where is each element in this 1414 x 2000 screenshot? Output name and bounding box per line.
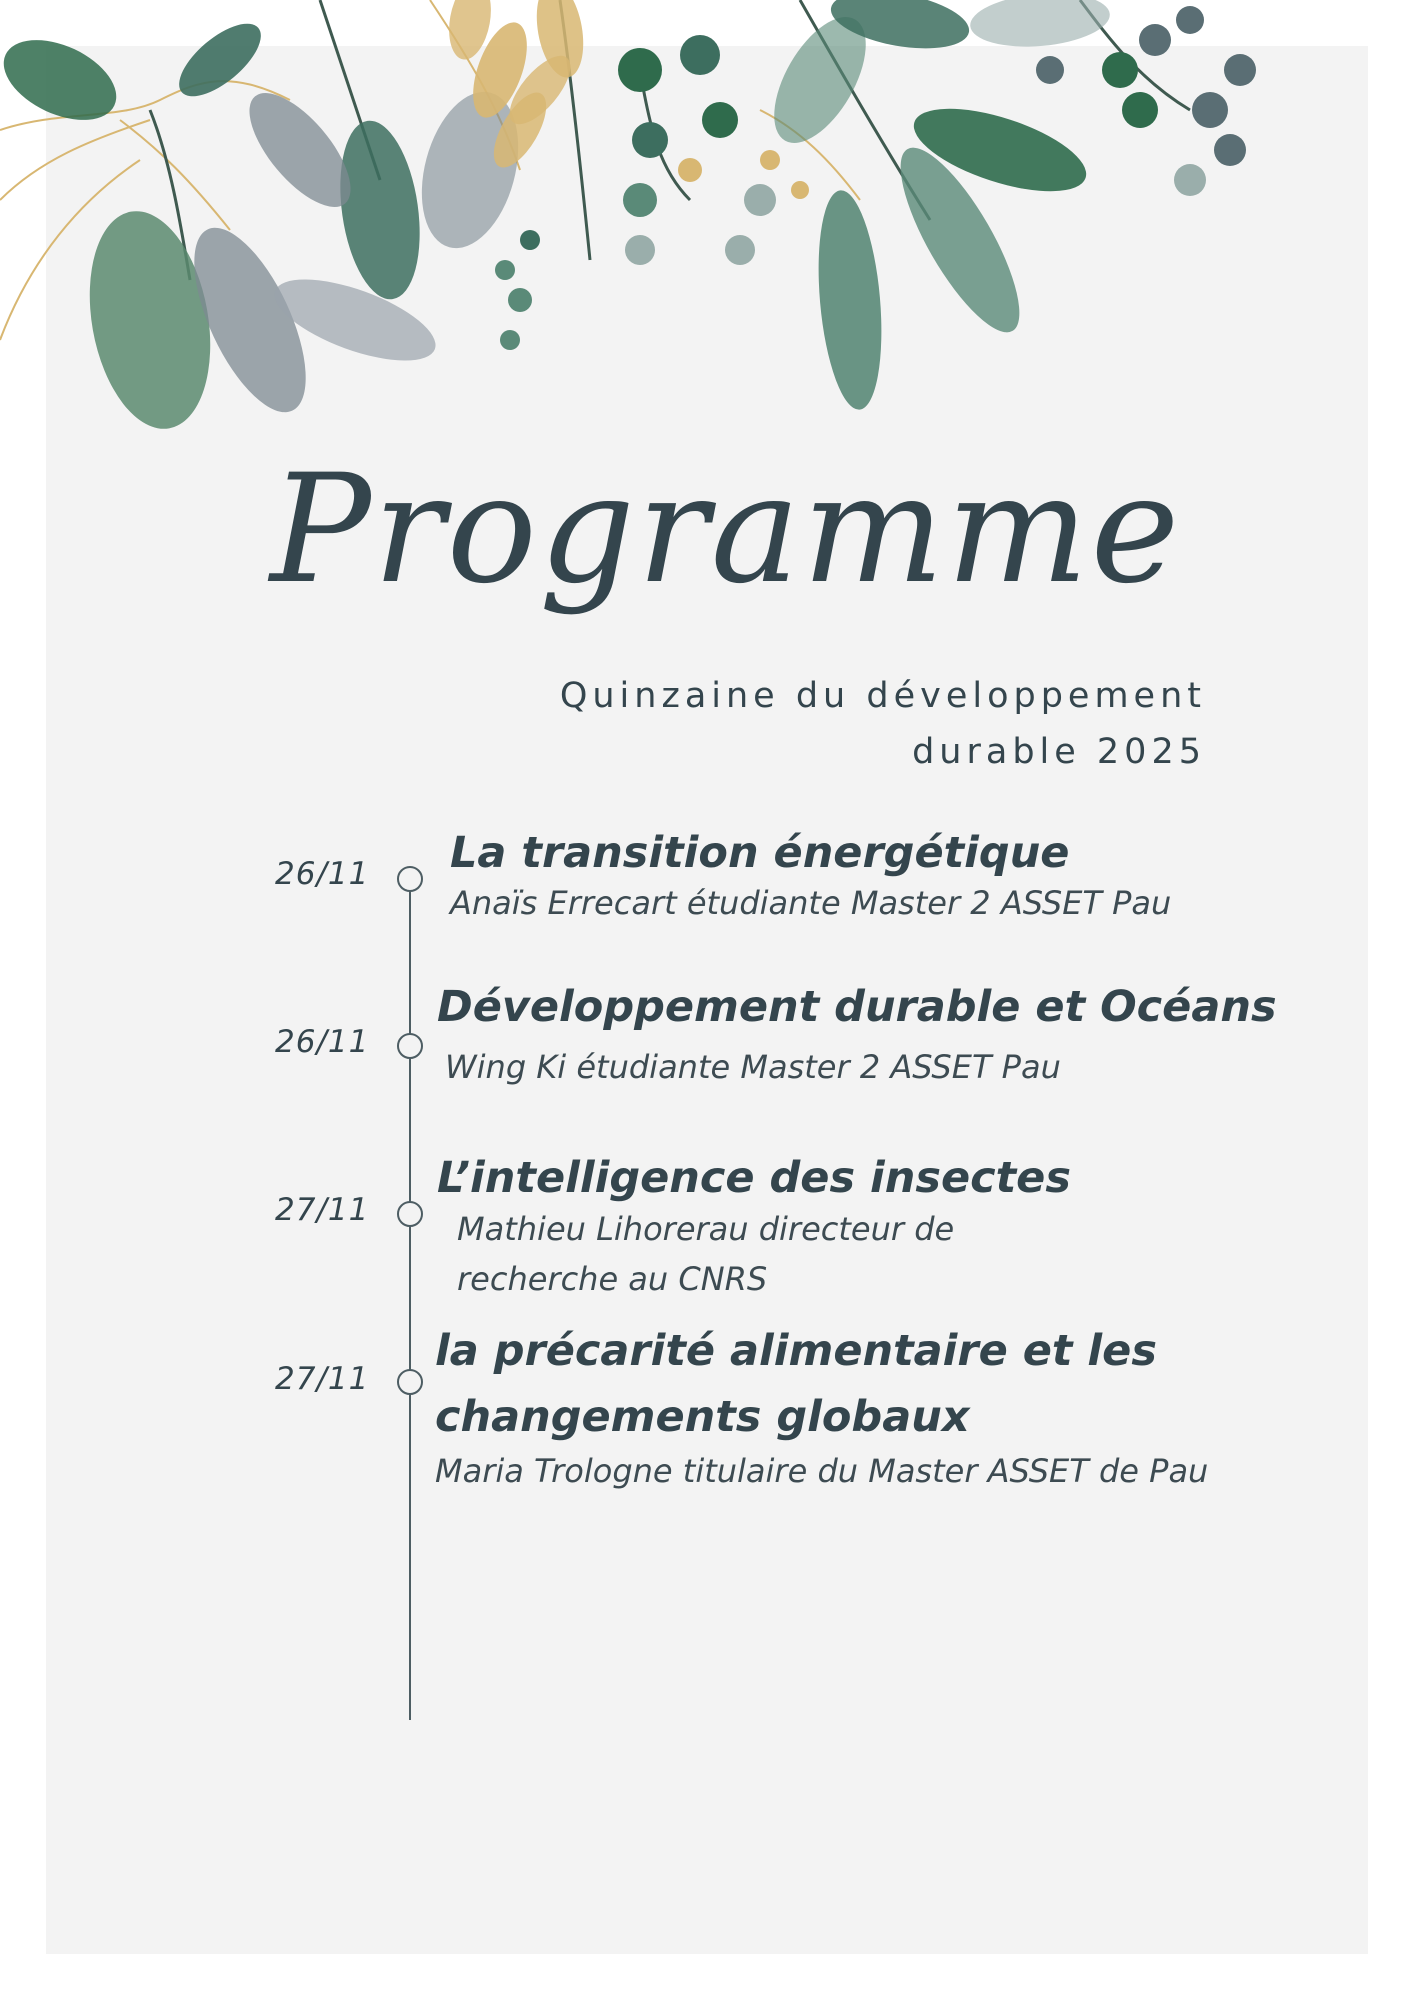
page-title: Programme [270,443,1182,617]
event-date: 26/11 [275,1024,370,1060]
timeline-node [397,1369,423,1395]
event-title: La transition énergétique [450,828,1070,878]
foliage-decoration [0,0,1414,480]
event-speaker: Maria Trologne titulaire du Master ASSET de Pau [435,1452,1209,1490]
timeline-node [397,866,423,892]
event-title: la précarité alimentaire et les changements globaux [435,1326,1157,1442]
event-title: L’intelligence des insectes [437,1153,1071,1203]
event-speaker: Anaïs Errecart étudiante Master 2 ASSET Pau [450,884,1172,922]
event-title: Développement durable et Océans [437,982,1277,1032]
timeline-node [397,1201,423,1227]
event-speaker: Mathieu Lihorerau directeur de recherche au CNRS [457,1210,955,1298]
event-date: 26/11 [275,856,370,892]
event-date: 27/11 [275,1192,370,1228]
timeline-line [409,870,411,1720]
event-speaker: Wing Ki étudiante Master 2 ASSET Pau [445,1048,1061,1086]
page-subtitle: Quinzaine du développement durable 2025 [559,676,1206,772]
timeline-node [397,1033,423,1059]
event-date: 27/11 [275,1361,370,1397]
